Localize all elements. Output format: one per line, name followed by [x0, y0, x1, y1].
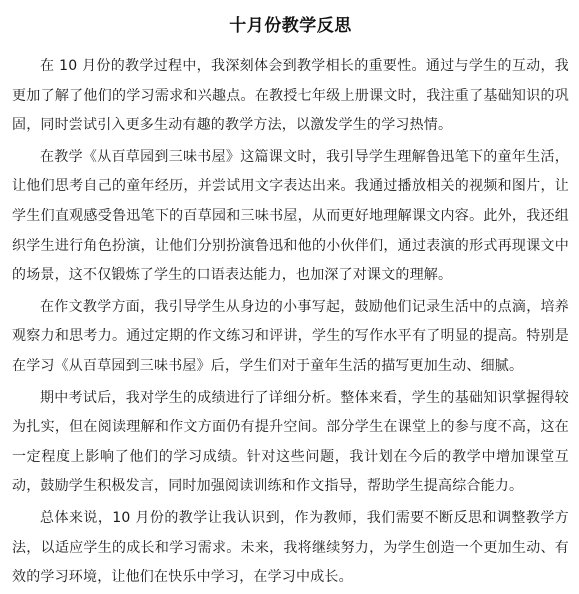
paragraph-4: 期中考试后，我对学生的成绩进行了详细分析。整体来看，学生的基础知识掌握得较为扎实，但在阅读理解和作文方面仍有提升空间。部分学生在课堂上的参与度不高，这在一定程度上影响了他们的学习成绩。针对这些问题，我计划在今后的教学中增加课堂互动，鼓励学生积极发言，同时加强阅读训练和作文指导，帮助学生提高综合能力。 [12, 389, 569, 495]
document-title: 十月份教学反思 [229, 16, 352, 36]
paragraph-3: 在作文教学方面，我引导学生从身边的小事写起，鼓励他们记录生活中的点滴，培养观察力和思考力。通过定期的作文练习和评讲，学生的写作水平有了明显的提高。特别是在学习《从百草园到三味书屋》后，学生们对于童年生活的描写更加生动、细腻。 [12, 298, 569, 374]
paragraph-2: 在教学《从百草园到三味书屋》这篇课文时，我引导学生理解鲁迅笔下的童年生活，让他们思考自己的童年经历，并尝试用文字表达出来。我通过播放相关的视频和图片，让学生们直观感受鲁迅笔下的百草园和三味书屋，从而更好地理解课文内容。此外，我还组织学生进行角色扮演，让他们分别扮演鲁迅和他的小伙伴们，通过表演的形式再现课文中的场景，这不仅锻炼了学生的口语表达能力，也加深了对课文的理解。 [12, 148, 569, 284]
paragraph-5: 总体来说，10 月份的教学让我认识到，作为教师，我们需要不断反思和调整教学方法，以适应学生的成长和学习需求。未来，我将继续努力，为学生创造一个更加生动、有效的学习环境，让他们在快乐中学习，在学习中成长。 [12, 509, 569, 586]
paragraph-1: 在 10 月份的教学过程中，我深刻体会到教学相长的重要性。通过与学生的互动，我更加了解了他们的学习需求和兴趣点。在教授七年级上册课文时，我注重了基础知识的巩固，同时尝试引入更多生动有趣的教学方法，以激发学生的学习热情。 [12, 58, 569, 134]
